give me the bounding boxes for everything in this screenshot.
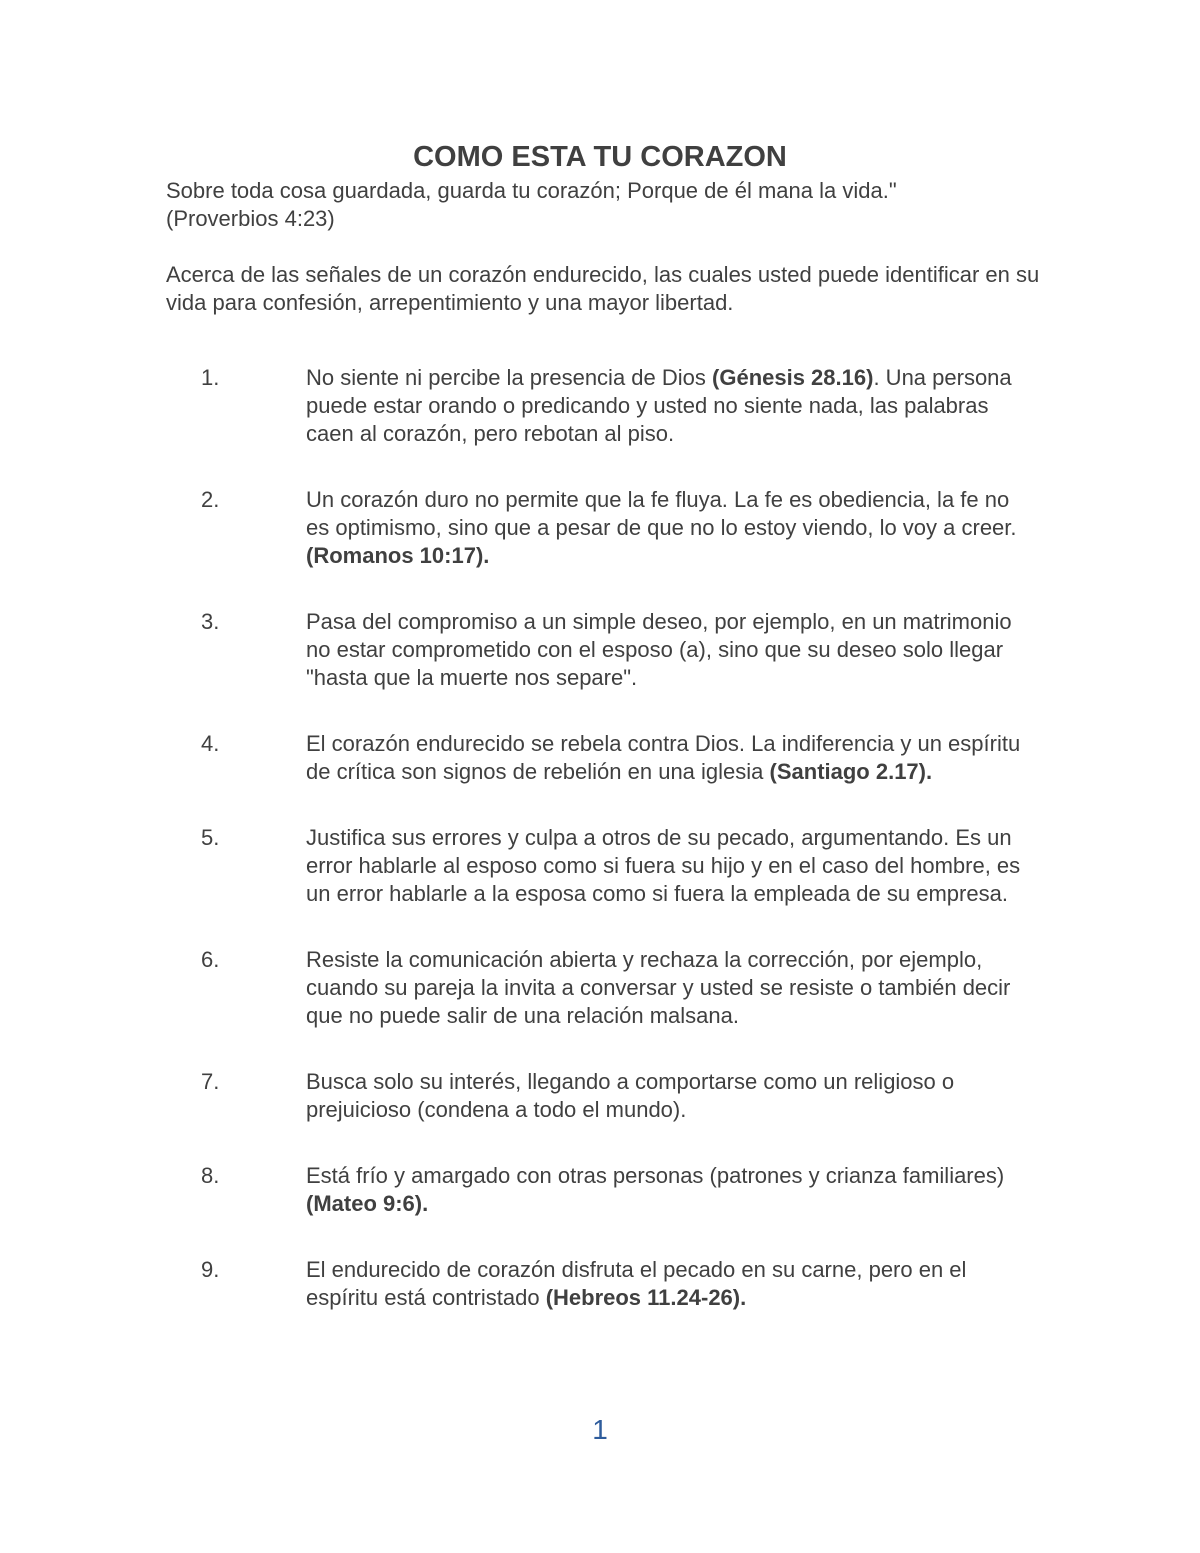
list-item bbox=[0, 608, 1200, 692]
epigraph bbox=[166, 177, 1046, 233]
list-item-number: 4. bbox=[201, 731, 220, 756]
scripture-reference: (Romanos 10:17). bbox=[306, 543, 490, 568]
list-item-text: Un corazón duro no permite que la fe fluya. La fe es obediencia, la fe no es optimismo, sino que a pesar de que no lo estoy viendo, lo voy a creer. (Romanos 10:17). bbox=[306, 487, 1017, 568]
list-item bbox=[0, 486, 1200, 570]
signs-list bbox=[0, 364, 1200, 1350]
list-item-text: Justifica sus errores y culpa a otros de su pecado, argumentando. Es un error hablarle al esposo como si fuera su hijo y en el caso del hombre, es un error hablarle a la esposa como si fuera la empleada de su empresa. bbox=[306, 825, 1021, 906]
document-title: COMO ESTA TU CORAZON bbox=[413, 141, 787, 173]
list-item-number: 7. bbox=[201, 1069, 220, 1094]
scripture-reference: (Mateo 9:6). bbox=[306, 1191, 429, 1216]
epigraph-quote: Sobre toda cosa guardada, guarda tu corazón; Porque de él mana la vida." bbox=[166, 178, 897, 203]
list-item-number: 1. bbox=[201, 365, 220, 390]
list-item-text: No siente ni percibe la presencia de Dios (Génesis 28.16). Una persona puede estar orando o predicando y usted no siente nada, las palabras caen al corazón, pero rebotan al piso. bbox=[306, 365, 1012, 446]
list-item-number: 6. bbox=[201, 947, 220, 972]
list-item-text: Resiste la comunicación abierta y rechaza la corrección, por ejemplo, cuando su pareja la invita a conversar y usted se resiste o también decir que no puede salir de una relación malsana. bbox=[306, 947, 1011, 1028]
list-item bbox=[0, 1162, 1200, 1218]
list-item-number: 9. bbox=[201, 1257, 220, 1282]
list-item bbox=[0, 1256, 1200, 1312]
intro-paragraph: Acerca de las señales de un corazón endurecido, las cuales usted puede identificar en su vida para confesión, arrepentimiento y una mayor libertad. bbox=[166, 262, 1040, 315]
scripture-reference: (Hebreos 11.24-26). bbox=[545, 1285, 747, 1310]
list-item-text: El corazón endurecido se rebela contra Dios. La indiferencia y un espíritu de crítica son signos de rebelión en una iglesia (Santiago 2.17). bbox=[306, 731, 1021, 784]
list-item-number: 8. bbox=[201, 1163, 220, 1188]
page-number: 1 bbox=[592, 1414, 608, 1445]
list-item bbox=[0, 1068, 1200, 1124]
list-item bbox=[0, 946, 1200, 1030]
list-item-text: El endurecido de corazón disfruta el pecado en su carne, pero en el espíritu está contristado (Hebreos 11.24-26). bbox=[306, 1257, 967, 1310]
list-item-text: Busca solo su interés, llegando a comportarse como un religioso o prejuicioso (condena a todo el mundo). bbox=[306, 1069, 955, 1122]
list-item bbox=[0, 730, 1200, 786]
list-item-number: 2. bbox=[201, 487, 220, 512]
list-item-text: Está frío y amargado con otras personas (patrones y crianza familiares) (Mateo 9:6). bbox=[306, 1163, 1005, 1216]
epigraph-citation: (Proverbios 4:23) bbox=[166, 206, 335, 231]
list-item-text: Pasa del compromiso a un simple deseo, por ejemplo, en un matrimonio no estar comprometido con el esposo (a), sino que su deseo solo llegar "hasta que la muerte nos separe". bbox=[306, 609, 1012, 690]
list-item-number: 3. bbox=[201, 609, 220, 634]
list-item-number: 5. bbox=[201, 825, 220, 850]
scripture-reference: (Santiago 2.17). bbox=[769, 759, 933, 784]
scripture-reference: (Génesis 28.16) bbox=[712, 365, 874, 390]
list-item bbox=[0, 364, 1200, 448]
list-item bbox=[0, 824, 1200, 908]
